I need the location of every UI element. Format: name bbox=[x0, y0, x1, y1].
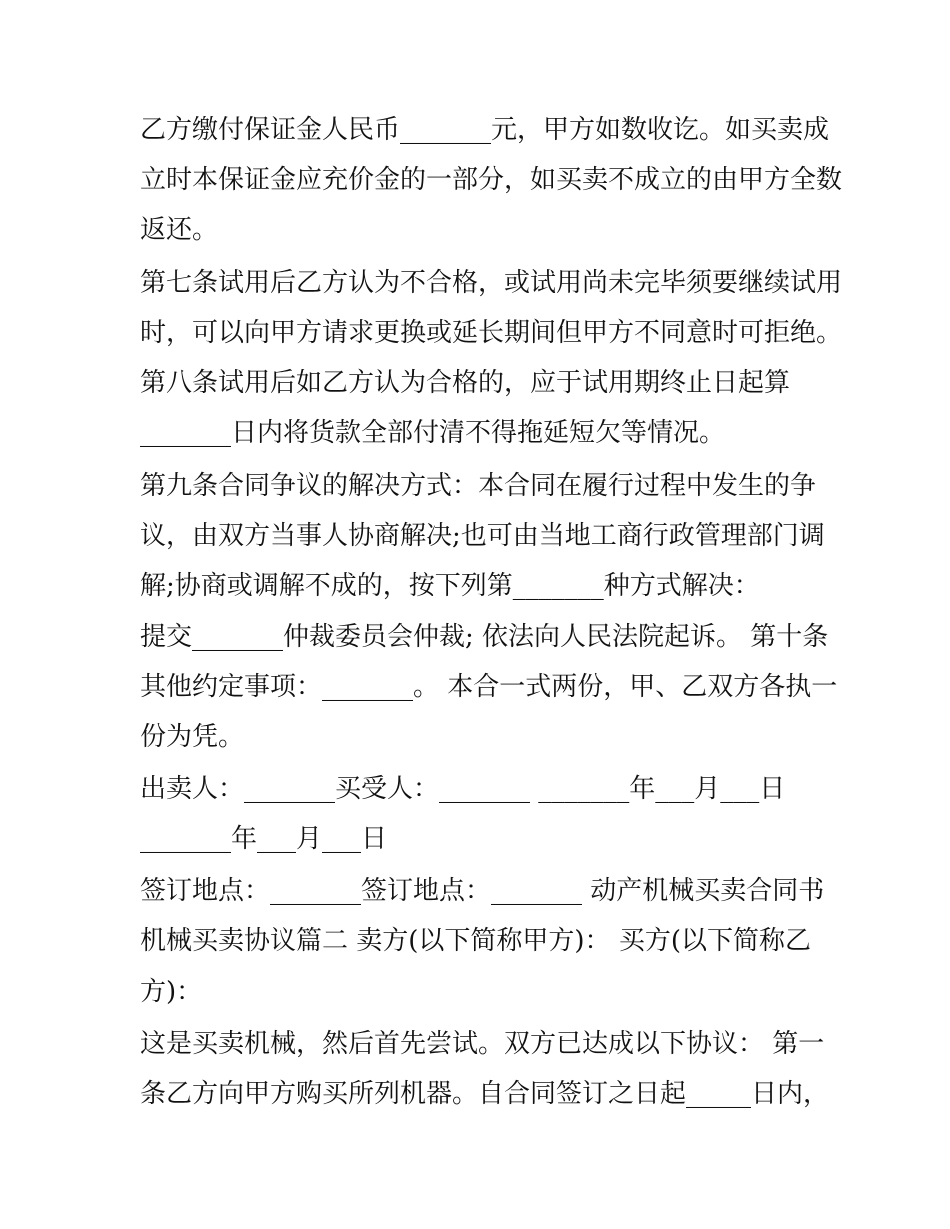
text-line: 议，由双方当事人协商解决;也可由当地工商行政管理部门调 bbox=[140, 521, 825, 551]
text-line: 第七条试用后乙方认为不合格，或试用尚未完毕须要继续试用 bbox=[140, 268, 843, 298]
text-line: 份为凭。 bbox=[140, 722, 245, 752]
text-line: 时，可以向甲方请求更换或延长期间但甲方不同意时可拒绝。 bbox=[140, 318, 843, 348]
text-line: 解;协商或调解不成的，按下列第_______种方式解决： bbox=[140, 571, 760, 601]
text-line: 机械买卖协议篇二 卖方(以下简称甲方)： 买方(以下简称乙 bbox=[140, 926, 811, 956]
text-line: 返还。 bbox=[140, 215, 219, 245]
text-line: 方)： bbox=[140, 977, 203, 1007]
text-line: 提交_______仲裁委员会仲裁; 依法向人民法院起诉。 第十条 bbox=[140, 622, 829, 652]
text-line: 其他约定事项：_______。 本合一式两份，甲、乙双方各执一 bbox=[140, 672, 838, 702]
text-line: 条乙方向甲方购买所列机器。自合同签订之日起_____日内， bbox=[140, 1079, 830, 1109]
text-line: 出卖人：_______买受人：_______ _______年___月___日 bbox=[140, 774, 786, 804]
text-line: 第八条试用后如乙方认为合格的，应于试用期终止日起算 bbox=[140, 368, 791, 398]
text-line: 签订地点：_______签订地点：_______ 动产机械买卖合同书 bbox=[140, 876, 825, 906]
text-line: 立时本保证金应充价金的一部分，如买卖不成立的由甲方全数 bbox=[140, 165, 843, 195]
text-line: _______年___月___日 bbox=[140, 824, 388, 854]
text-line: 乙方缴付保证金人民币_______元，甲方如数收讫。如买卖成 bbox=[140, 115, 830, 145]
text-line: 这是买卖机械，然后首先尝试。双方已达成以下协议： 第一 bbox=[140, 1029, 825, 1059]
text-line: _______日内将货款全部付清不得拖延短欠等情况。 bbox=[140, 418, 726, 448]
text-line: 第九条合同争议的解决方式：本合同在履行过程中发生的争 bbox=[140, 471, 817, 501]
